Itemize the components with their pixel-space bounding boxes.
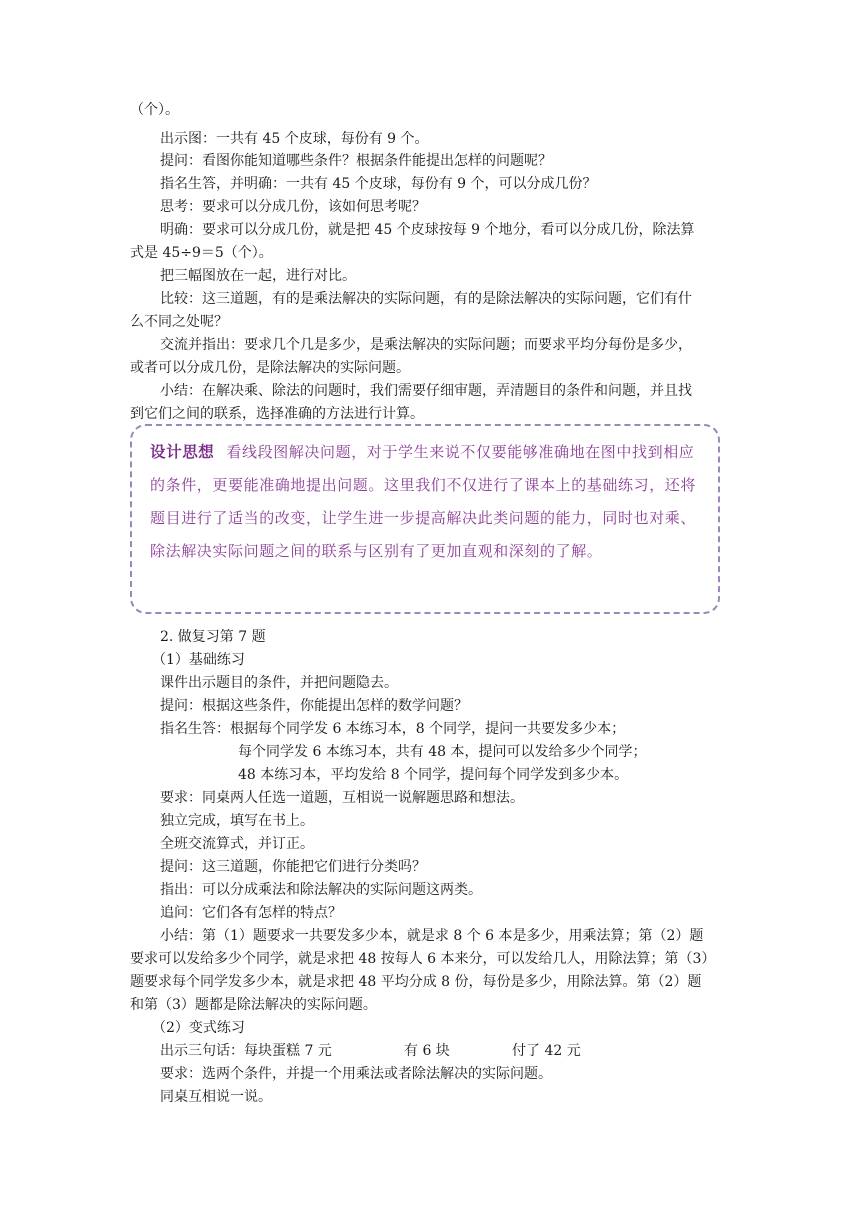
- text-line: 提问：这三道题，你能把它们进行分类吗？: [160, 859, 426, 875]
- text-line: 或者可以分成几份，是除法解决的实际问题。: [130, 360, 410, 376]
- text-line: 要求：同桌两人任选一道题，互相说一说解题思路和想法。: [160, 790, 524, 806]
- design-thought-title: 设计思想: [150, 443, 215, 461]
- text-line: 提问：看图你能知道哪些条件？根据条件能提出怎样的问题呢？: [160, 153, 552, 169]
- text-line: （个）。: [130, 102, 179, 118]
- text-line: 要求：选两个条件，并提一个用乘法或者除法解决的实际问题。: [160, 1066, 552, 1082]
- design-thought-body: 看线段图解决问题，对于学生来说不仅要能够准确地在图中找到相应的条件，更要能准确地提出问题。这里我们不仅进行了课本上的基础练习，还将题目进行了适当的改变，让学生进一步提高解决此类问题的能力，同时也对乘、除法解决实际问题之间的联系与区别有了更加直观和深刻的了解。: [150, 443, 697, 560]
- text-line: 全班交流算式，并订正。: [160, 836, 314, 852]
- text-line: 追问：它们各有怎样的特点？: [160, 905, 342, 921]
- text-line: 有 6 块: [404, 1043, 450, 1059]
- text-line: 每个同学发 6 本练习本，共有 48 本，提问可以发给多少个同学；: [238, 744, 647, 760]
- design-thought-box: [130, 424, 720, 614]
- text-line: 要求可以发给多少个同学，就是求把 48 按每人 6 本来分，可以发给几人，用除法算；第（3）: [130, 951, 716, 967]
- text-line: 独立完成，填写在书上。: [160, 813, 314, 829]
- design-thought-text: [150, 436, 702, 568]
- text-line: 指出：可以分成乘法和除法解决的实际问题这两类。: [160, 882, 482, 898]
- text-line: 到它们之间的联系，选择准确的方法进行计算。: [130, 406, 424, 422]
- text-line: 思考：要求可以分成几份，该如何思考呢？: [160, 199, 426, 215]
- text-line: 指名生答，并明确：一共有 45 个皮球，每份有 9 个，可以分成几份？: [160, 176, 597, 192]
- text-line: 出示图：一共有 45 个皮球，每份有 9 个。: [160, 131, 429, 147]
- text-line: 把三幅图放在一起，进行对比。: [160, 268, 356, 284]
- text-line: 同桌互相说一说。: [160, 1089, 272, 1105]
- text-line: 比较：这三道题，有的是乘法解决的实际问题，有的是除法解决的实际问题，它们有什: [160, 291, 692, 307]
- subsection-heading: （1）基础练习: [152, 652, 245, 668]
- subsection-heading: （2）变式练习: [152, 1020, 245, 1036]
- text-line: 指名生答：根据每个同学发 6 本练习本，8 个同学，提问一共要发多少本；: [160, 721, 626, 737]
- text-line: 48 本练习本，平均发给 8 个同学，提问每个同学发到多少本。: [238, 767, 629, 783]
- text-line: 提问：根据这些条件，你能提出怎样的数学问题？: [160, 698, 468, 714]
- text-line: 课件出示题目的条件，并把问题隐去。: [160, 675, 398, 691]
- text-line: 交流并指出：要求几个几是多少，是乘法解决的实际问题；而要求平均分每份是多少，: [160, 337, 692, 353]
- text-line: 出示三句话：每块蛋糕 7 元: [160, 1043, 332, 1059]
- text-line: 和第（3）题都是除法解决的实际问题。: [130, 997, 377, 1013]
- text-line: 么不同之处呢？: [130, 314, 228, 330]
- text-line: 小结：在解决乘、除法的问题时，我们需要仔细审题，弄清题目的条件和问题，并且找: [160, 383, 692, 399]
- text-line: 明确：要求可以分成几份，就是把 45 个皮球按每 9 个地分，看可以分成几份，除法算: [160, 222, 695, 238]
- section-heading: 2. 做复习第 7 题: [160, 629, 266, 645]
- text-line: 付了 42 元: [512, 1043, 581, 1059]
- text-line: 式是 45÷9＝5（个）。: [130, 245, 273, 261]
- text-line: 小结：第（1）题要求一共要发多少本，就是求 8 个 6 本是多少，用乘法算；第（2）题: [160, 928, 704, 944]
- text-line: 题要求每个同学发多少本，就是求把 48 平均分成 8 份，每份是多少，用除法算。第（2）题: [130, 974, 702, 990]
